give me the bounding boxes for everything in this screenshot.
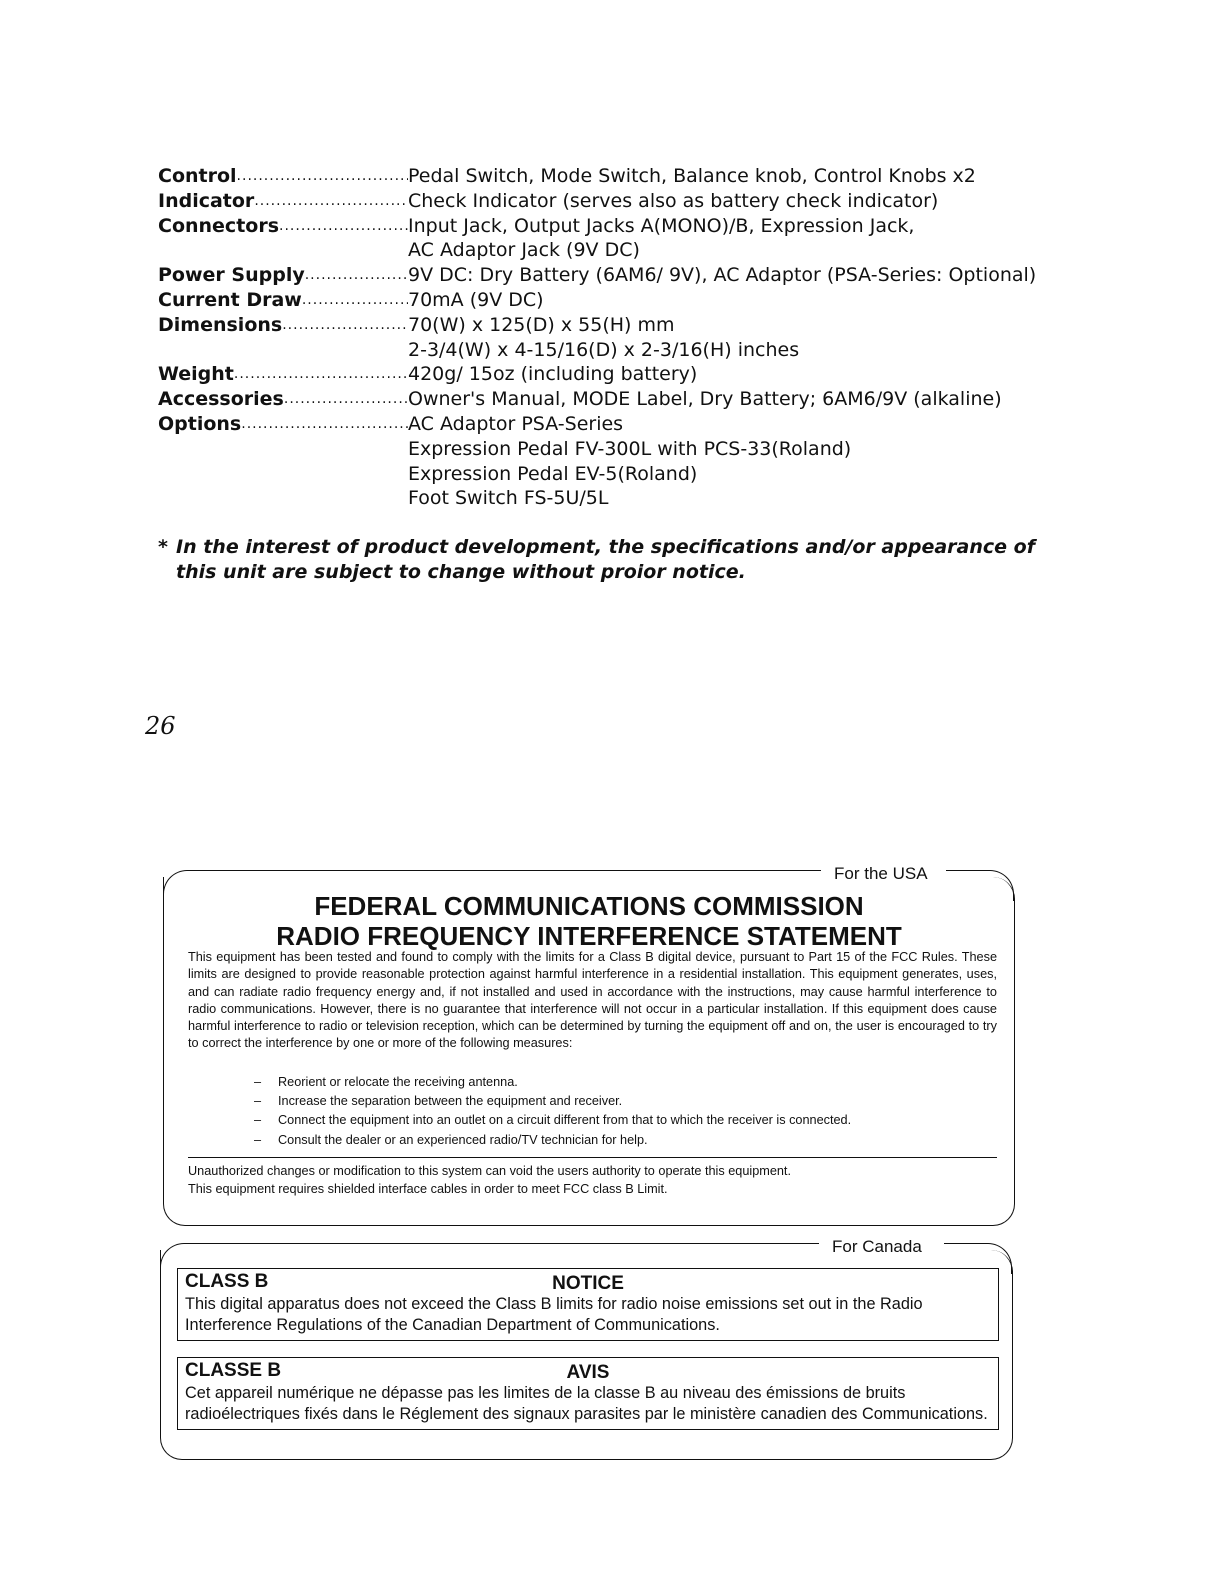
spec-list — [158, 164, 1058, 511]
spec-label: Options — [158, 412, 242, 435]
spec-value: 420g/ 15oz (including battery) — [408, 363, 698, 386]
list-item: – Increase the separation between the equipment and receiver. — [254, 1092, 851, 1111]
spec-value: 70(W) x 125(D) x 55(H) mm — [408, 313, 675, 336]
spec-value: Check Indicator (serves also as battery check indicator) — [408, 189, 939, 212]
spec-row — [158, 313, 1058, 338]
fcc-measures-list — [254, 1073, 851, 1150]
fcc-footer — [188, 1163, 791, 1198]
class-label: CLASS B — [185, 1271, 269, 1292]
canada-notice-box — [160, 1250, 1013, 1460]
spec-row-continuation — [158, 238, 1058, 263]
spec-label: Dimensions — [158, 313, 283, 336]
canada-french-notice — [177, 1357, 999, 1430]
spec-label: Power Supply — [158, 264, 305, 287]
spec-row-continuation — [158, 462, 1058, 487]
class-label: CLASSE B — [185, 1360, 282, 1381]
notice-heading: AVIS — [566, 1362, 610, 1383]
spec-value: 9V DC: Dry Battery (6AM6/ 9V), AC Adaptor (PSA-Series: Optional) — [408, 264, 1037, 287]
spec-row — [158, 362, 1058, 387]
note-text: In the interest of product development, the specifications and/or appearance of this unit are subject to change without proior notice. — [176, 536, 1035, 583]
spec-value: Expression Pedal EV-5(Roland) — [408, 462, 698, 485]
spec-row — [158, 164, 1058, 189]
spec-label: Current Draw — [158, 288, 302, 311]
spec-row — [158, 189, 1058, 214]
spec-value: 70mA (9V DC) — [408, 288, 544, 311]
list-item: – Consult the dealer or an experienced radio/TV technician for help. — [254, 1131, 851, 1150]
spec-value: AC Adaptor Jack (9V DC) — [408, 239, 640, 262]
spec-row-continuation — [158, 338, 1058, 363]
spec-value: Owner's Manual, MODE Label, Dry Battery; 6AM6/9V (alkaline) — [408, 388, 1002, 411]
spec-label: Connectors — [158, 214, 280, 237]
spec-row — [158, 412, 1058, 437]
list-item: – Connect the equipment into an outlet on a circuit different from that to which the receiver is connected. — [254, 1111, 851, 1130]
fcc-caption: For the USA — [834, 864, 928, 883]
page-number: 26 — [145, 712, 176, 740]
spec-value: Input Jack, Output Jacks A(MONO)/B, Expression Jack, — [408, 214, 915, 237]
spec-row-continuation — [158, 437, 1058, 462]
spec-row — [158, 387, 1058, 412]
spec-row-continuation — [158, 486, 1058, 511]
fcc-footer-line: This equipment requires shielded interface cables in order to meet FCC class B Limit. — [188, 1181, 668, 1196]
spec-label: Weight — [158, 363, 234, 386]
spec-value: Expression Pedal FV-300L with PCS-33(Roland) — [408, 437, 852, 460]
fcc-title-line1: FEDERAL COMMUNICATIONS COMMISSION — [314, 891, 864, 921]
spec-row — [158, 263, 1058, 288]
notice-text: Cet appareil numérique ne dépasse pas les limites de la classe B au niveau des émissions de bruits radioélectriques fixés dans le Réglement des signaux parasites par le ministère canadien des Communications. — [185, 1384, 988, 1423]
spec-label: Accessories — [158, 388, 284, 411]
spec-change-note — [158, 535, 1038, 585]
canada-caption: For Canada — [832, 1237, 922, 1256]
spec-value: 2-3/4(W) x 4-15/16(D) x 2-3/16(H) inches — [408, 338, 800, 361]
spec-label: Control — [158, 165, 237, 187]
fcc-footer-line: Unauthorized changes or modification to this system can void the users authority to operate this equipment. — [188, 1164, 791, 1178]
fcc-statement-box — [163, 877, 1015, 1226]
fcc-title-line2: RADIO FREQUENCY INTERFERENCE STATEMENT — [276, 921, 902, 951]
list-item: – Reorient or relocate the receiving antenna. — [254, 1073, 851, 1092]
spec-value: Foot Switch FS-5U/5L — [408, 487, 609, 510]
fcc-body-text: This equipment has been tested and found to comply with the limits for a Class B digital device, pursuant to Part 15 of the FCC Rules. These limits are designed to provide reasonable protection against harmful interference in a residential installation. This equipment generates, uses, and can radiate radio frequency energy and, if not installed and used in accordance with the instructions, may cause harmful interference to radio communications. However, there is no guarantee that interference will not occur in a particular installation. If this equipment does cause harmful interference to radio or television reception, which can be determined by turning the equipment off and on, the user is encouraged to try to correct the interference by one or more of the following measures: — [188, 950, 997, 1051]
spec-value: Pedal Switch, Mode Switch, Balance knob, Control Knobs x2 — [408, 165, 976, 187]
divider — [188, 1157, 997, 1158]
spec-row — [158, 214, 1058, 239]
notice-text: This digital apparatus does not exceed the Class B limits for radio noise emissions set out in the Radio Interference Regulations of the Canadian Department of Communications. — [185, 1295, 923, 1334]
notice-heading: NOTICE — [552, 1273, 624, 1294]
spec-row — [158, 288, 1058, 313]
spec-label: Indicator — [158, 189, 255, 212]
canada-english-notice — [177, 1268, 999, 1341]
note-marker: * — [158, 536, 168, 558]
spec-value: AC Adaptor PSA-Series — [408, 412, 624, 435]
